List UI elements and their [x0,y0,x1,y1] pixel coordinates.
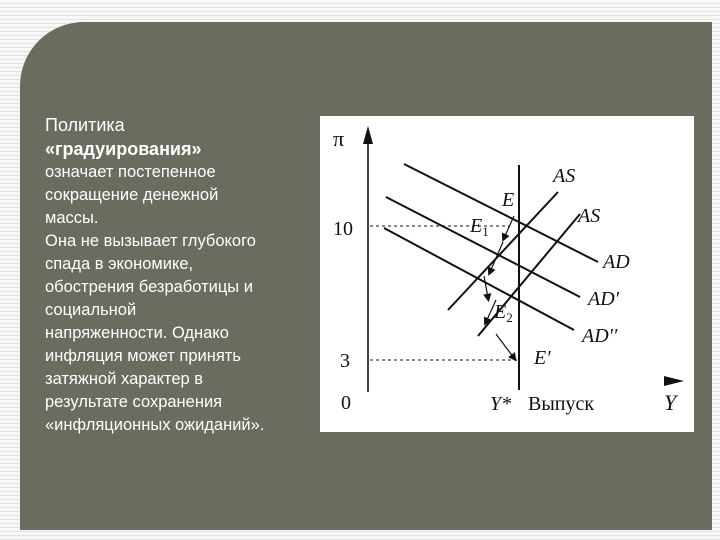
ad-label: AD [603,251,630,273]
x-axis-label: Y [664,390,677,415]
body-line: означает постепенное [45,163,216,181]
point-e1-label: $E_1$ [470,215,489,239]
x-axis-arrow-icon [664,376,684,386]
as-upper-label: AS [553,165,576,187]
tick-10: 10 [333,218,353,240]
ad-double-prime-label: AD′′ [582,325,618,347]
body-line: обострения безработицы и [45,278,253,296]
body-line: Она не вызывает глубокого [45,232,256,250]
adjust-arrow [496,334,514,358]
body-line: массы. [45,209,99,227]
point-e-label: E [502,189,515,211]
body-line: напряженности. Однако [45,324,229,342]
y-axis-label: π [333,126,345,151]
body-line: инфляция может принять [45,347,241,365]
ad-prime-label: AD′ [588,288,620,310]
body-line: результате сохранения [45,393,223,411]
point-e-prime-label: E′ [534,347,551,369]
body-line: сокращение денежной [45,186,219,204]
output-label: Выпуск [528,393,595,415]
origin-label: 0 [341,392,351,414]
body-line: социальной [45,301,137,319]
body-line: затяжной характер в [45,370,204,388]
point-e2-label: $E_2$ [494,301,513,325]
y-star-label: Y* [490,393,512,415]
as-ad-diagram-svg [320,116,694,432]
as-lower-label: AS [578,205,601,227]
y-axis-arrow-icon [363,126,373,144]
adjust-arrow [484,276,488,298]
tick-3: 3 [340,350,350,372]
as-ad-diagram [320,116,694,432]
title-line-1: Политика [45,115,125,135]
adjust-arrow [504,216,514,238]
body-line: спада в экономике, [45,255,194,273]
body-line: «инфляционных ожиданий». [45,416,265,434]
title-line-2: «градуирования» [45,139,202,159]
description-text [45,113,320,437]
